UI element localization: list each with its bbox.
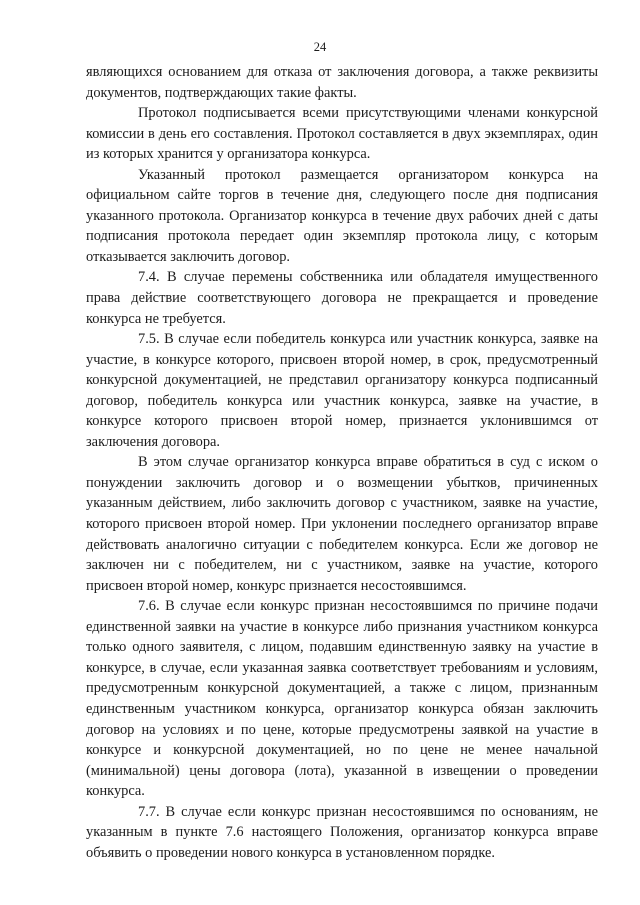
paragraph-7-7: 7.7. В случае если конкурс признан несостоявшимся по основаниям, не указанным в пункте 7.6 настоящего Положения, организатор конкурса вправе объявить о проведении нового конкурса в установленном порядке. <box>86 803 598 861</box>
page-number: 24 <box>313 40 327 54</box>
paragraph-7-4: 7.4. В случае перемены собственника или обладателя имущественного права действие соответствующего договора не прекращается и проведение конкурса не требуется. <box>86 269 598 327</box>
paragraph-protocol-signing: Протокол подписывается всеми присутствующими членами конкурсной комиссии в день его составления. Протокол составляется в двух экземплярах, один из которых хранится у организатора конкурса. <box>86 105 598 163</box>
document-body <box>86 62 598 863</box>
paragraph-continuation: являющихся основанием для отказа от заключения договора, а также реквизиты документов, подтверждающих такие факты. <box>86 64 598 101</box>
paragraph-protocol-publishing: Указанный протокол размещается организатором конкурса на официальном сайте торгов в течение дня, следующего после дня подписания указанного протокола. Организатор конкурса в течение двух рабочих дней с даты подписания протокола передает один экземпляр протокола лицу, с которым отказывается заключить договор. <box>86 166 598 265</box>
paragraph-7-5: 7.5. В случае если победитель конкурса или участник конкурса, заявке на участие, в конкурсе которого, присвоен второй номер, в срок, предусмотренный конкурсной документацией, не представил организатору конкурса подписанный договор, победитель конкурса или участник конкурса, заявке на участие, в конкурсе которого присвоен второй номер, признается уклонившимся от заключения договора. <box>86 331 598 450</box>
paragraph-court-claim: В этом случае организатор конкурса вправе обратиться в суд с иском о понуждении заключить договор и о возмещении убытков, причиненных указанным действием, либо заключить договор с участником, заявке на участие, которого присвоен второй номер. При уклонении последнего организатор вправе действовать аналогично ситуации с победителем конкурса. Если же договор не заключен ни с победителем, ни с участником, заявке на участие, которого присвоен второй номер, конкурс признается несостоявшимся. <box>86 454 598 594</box>
paragraph-7-6: 7.6. В случае если конкурс признан несостоявшимся по причине подачи единственной заявки на участие в конкурсе либо признания участником конкурса только одного заявителя, с лицом, подавшим единственную заявку на участие в конкурсе, в случае, если указанная заявка соответствует требованиям и условиям, предусмотренным конкурсной документацией, а также с лицом, признанным единственным участником конкурса, организатор конкурса обязан заключить договор на условиях и по цене, которые предусмотрены заявкой на участие в конкурсе и конкурсной документацией, но по цене не менее начальной (минимальной) цены договора (лота), указанной в извещении о проведении конкурса. <box>86 598 598 800</box>
